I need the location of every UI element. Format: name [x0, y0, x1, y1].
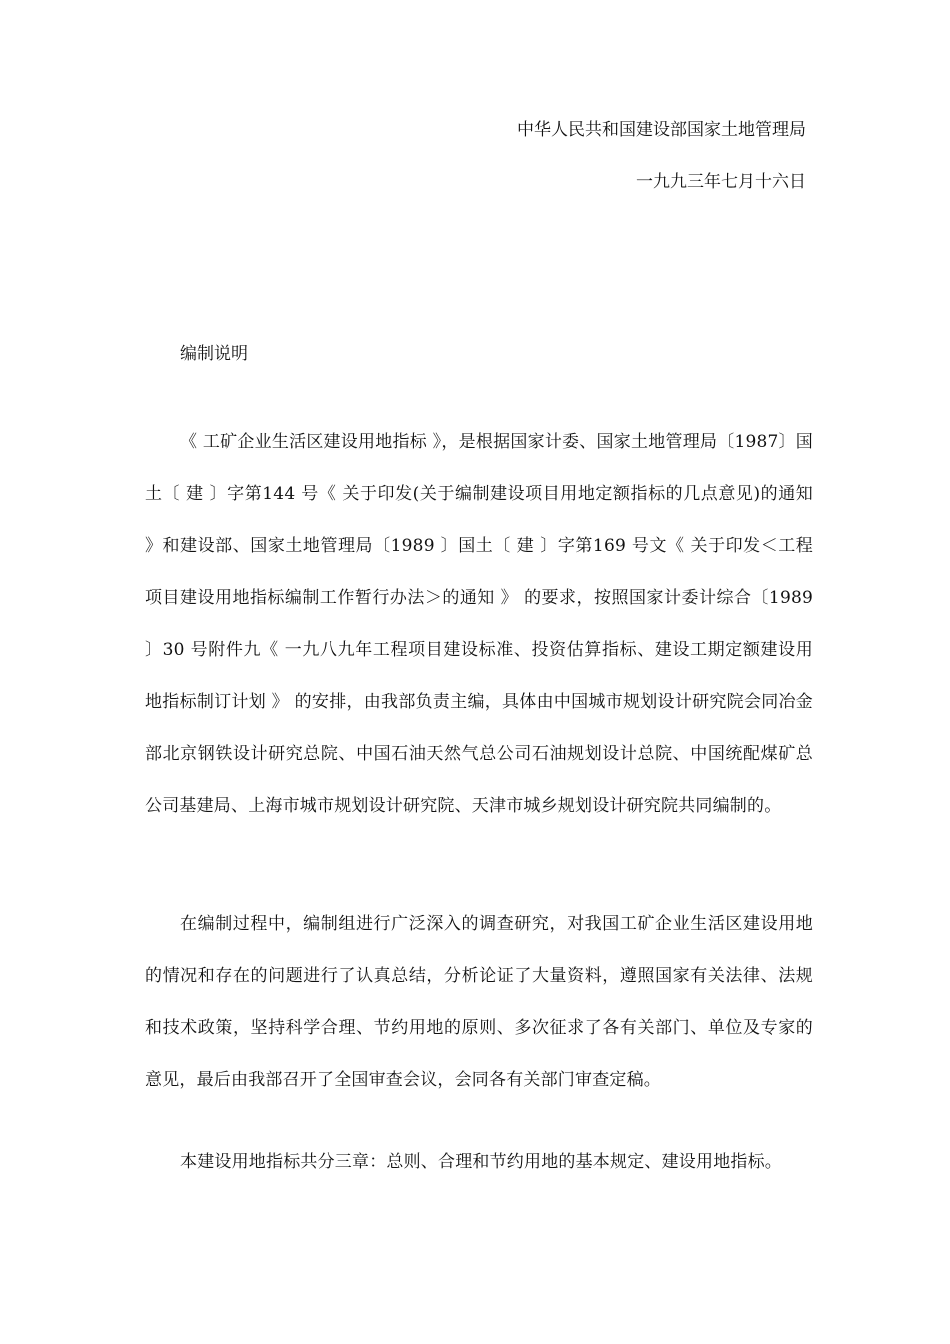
paragraph: 本建设用地指标共分三章：总则、合理和节约用地的基本规定、建设用地指标。 — [180, 1152, 782, 1172]
signature-block — [517, 120, 806, 224]
paragraph: 《 工矿企业生活区建设用地指标 》，是根据国家计委、国家土地管理局〔1987〕国土〔 建 〕字第144 号《 关于印发(关于编制建设项目用地定额指标的几点意见)的通知 》和建设部、国家土地管理局〔1989 〕国土〔 建 〕字第169 号文《 关于印发＜工程项目建设用地指标编制工作暂行办法＞的通知 》 的要求，按照国家计委计综合〔1989 〕30 号附件九《 一九八九年工程项目建设标准、投资估算指标、建设工期定额建设用地指标制订计划 》 的安排，由我部负责主编，具体由中国城市规划设计研究院会同冶金部北京钢铁设计研究总院、中国石油天然气总公司石油规划设计总院、中国统配煤矿总公司基建局、上海市城市规划设计研究院、天津市城乡规划设计研究院共同编制的。 — [145, 432, 813, 816]
paragraph: 在编制过程中，编制组进行广泛深入的调查研究，对我国工矿企业生活区建设用地的情况和存在的问题进行了认真总结，分析论证了大量资料，遵照国家有关法律、法规和技术政策，坚持科学合理、节约用地的原则、多次征求了各有关部门、单位及专家的意见，最后由我部召开了全国审查会议，会同各有关部门审查定稿。 — [145, 914, 813, 1090]
section-heading: 编制说明 — [180, 344, 248, 364]
issue-date: 一九九三年七月十六日 — [636, 172, 806, 192]
issuing-organization: 中华人民共和国建设部国家土地管理局 — [517, 120, 806, 140]
